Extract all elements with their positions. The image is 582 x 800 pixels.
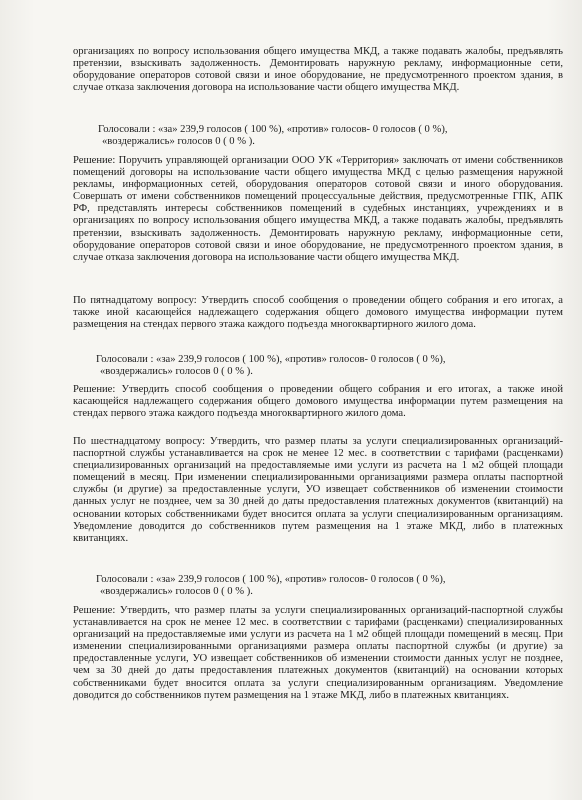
vote-line-1: Голосовали : «за» 239,9 голосов ( 100 %), «против» голосов- 0 голосов ( 0 %), xyxy=(96,574,446,585)
vote-line-1: Голосовали : «за» 239,9 голосов ( 100 %), «против» голосов- 0 голосов ( 0 %), xyxy=(96,354,446,365)
vote-result-16 xyxy=(96,574,446,598)
paragraph-continuation: организациях по вопросу использования общего имущества МКД, а также подавать жалобы, предъявлять претензии, взыскивать задолженность. Демонтировать наружную рекламу, информационные сети, оборудование операторов сотовой связи и иное оборудование, не предусмотренного проектом здания, в случае отказа заключения договора на использование части общего имущества МКД. xyxy=(73,46,563,94)
decision-15: Решение: Утвердить способ сообщения о проведении общего собрания и его итогах, а также иной касающейся надлежащего содержания общего домового имущества информации путем размещения на стендах первого этажа каждого подъезда многоквартирного жилого дома. xyxy=(73,384,563,420)
question-15: По пятнадцатому вопросу: Утвердить способ сообщения о проведении общего собрания и его итогах, а также иной касающейся надлежащего содержания общего домового имущества информации путем размещения на стендах первого этажа каждого подъезда многоквартирного жилого дома. xyxy=(73,295,563,331)
vote-line-1: Голосовали : «за» 239,9 голосов ( 100 %), «против» голосов- 0 голосов ( 0 %), xyxy=(98,124,448,135)
vote-result-15 xyxy=(96,354,446,378)
decision-14: Решение: Поручить управляющей организации ООО УК «Территория» заключать от имени собственников помещений договоры на использование части общего имущества МКД с целью размещения наружной рекламы, информационных сетей, оборудования операторов сотовой связи и иного оборудования. Совершать от имени собственников помещений процессуальные действия, предусмотренные ГПК, АПК РФ, представлять интересы собственников помещений в судебных инстанциях, учреждениях и в организациях по вопросу использования общего имущества МКД, а также подавать жалобы, предъявлять претензии, взыскивать задолженность. Демонтировать наружную рекламу, информационные сети, оборудование операторов сотовой связи и иное оборудование, не предусмотренного проектом здания, в случае отказа заключения договора на использование части общего имущества МКД. xyxy=(73,155,563,263)
vote-line-2: «воздержались» голосов 0 ( 0 % ). xyxy=(100,366,253,378)
vote-line-2: «воздержались» голосов 0 ( 0 % ). xyxy=(102,136,255,148)
vote-line-2: «воздержались» голосов 0 ( 0 % ). xyxy=(100,586,253,598)
decision-16: Решение: Утвердить, что размер платы за услуги специализированных организаций-паспортной службы устанавливается на срок не менее 12 мес. в соответствии с тарифами (расценками) специализированных организаций на предоставляемые ими услуги из расчета на 1 м2 общей площади помещений в месяц. При изменении специализированными организациями размера оплаты паспортной службы (и другие) за предоставленные услуги, УО извещает собственников об изменении стоимости данных услуг не позднее, чем за 30 дней до даты предоставления платежных документов (квитанций) на основании которых собственниками будет вносится оплата за услуги специализированным организациям. Уведомление доводится до собственников путем размещения на 1 этаже МКД, либо в платежных квитанциях. xyxy=(73,605,563,701)
question-16: По шестнадцатому вопросу: Утвердить, что размер платы за услуги специализированных организаций-паспортной службы устанавливается на срок не менее 12 мес. в соответствии с тарифами (расценками) специализированных организаций на предоставляемые ими услуги из расчета на 1 м2 общей площади помещений в месяц. При изменении специализированными организациями размера оплаты паспортной службы (и другие) за предоставленные услуги, УО извещает собственников об изменении стоимости данных услуг не позднее, чем за 30 дней до даты предоставления платежных документов (квитанций) на основании которых собственниками будет вносится оплата за услуги специализированным организациям. Уведомление доводится до собственников путем размещения на 1 этаже МКД, либо в платежных квитанциях. xyxy=(73,436,563,544)
vote-result-14 xyxy=(98,124,448,148)
